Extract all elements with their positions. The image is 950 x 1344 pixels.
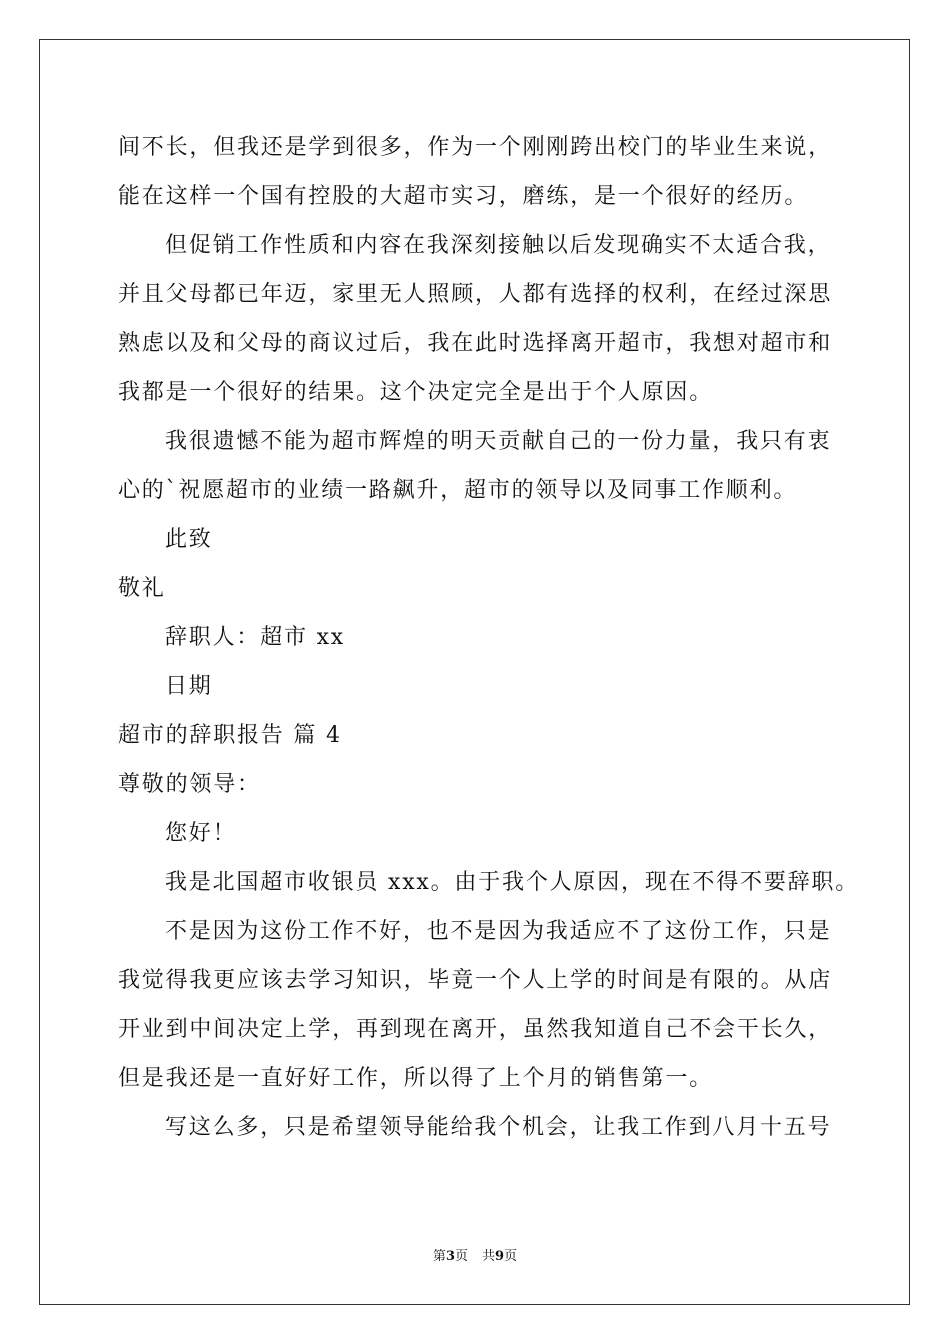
text-line: 能在这样一个国有控股的大超市实习，磨练，是一个很好的经历。 xyxy=(118,184,809,209)
text-line: 我很遗憾不能为超市辉煌的明天贡献自己的一份力量，我只有衷 xyxy=(165,429,832,454)
text-line: 熟虑以及和父母的商议过后，我在此时选择离开超市，我想对超市和 xyxy=(118,331,833,356)
signature-line: 辞职人：超市 xx xyxy=(165,625,346,650)
greeting: 您好！ xyxy=(165,821,237,846)
text-line: 间不长，但我还是学到很多，作为一个刚刚跨出校门的毕业生来说， xyxy=(118,135,833,160)
text-line: 但是我还是一直好好工作，所以得了上个月的销售第一。 xyxy=(118,1066,714,1091)
text-line: 并且父母都已年迈，家里无人照顾，人都有选择的权利，在经过深思 xyxy=(118,282,833,307)
text-line: 但促销工作性质和内容在我深刻接触以后发现确实不太适合我， xyxy=(165,233,832,258)
text-line: 我是北国超市收银员 xxx。由于我个人原因，现在不得不要辞职。 xyxy=(165,870,860,895)
page-number: 第3页 xyxy=(432,1249,468,1264)
text-line: 我觉得我更应该去学习知识，毕竟一个人上学的时间是有限的。从店 xyxy=(118,968,833,993)
date-line: 日期 xyxy=(165,674,213,699)
text-line: 我都是一个很好的结果。这个决定完全是出于个人原因。 xyxy=(118,380,714,405)
text-line: 写这么多，只是希望领导能给我个机会，让我工作到八月十五号 xyxy=(165,1115,832,1140)
text-line: 开业到中间决定上学，再到现在离开，虽然我知道自己不会干长久， xyxy=(118,1017,833,1042)
page-footer xyxy=(0,1248,950,1266)
greeting-recipient: 尊敬的领导： xyxy=(118,772,261,797)
text-line: 不是因为这份工作不好，也不是因为我适应不了这份工作，只是 xyxy=(165,919,832,944)
salutation: 敬礼 xyxy=(118,576,166,601)
text-line: 心的`祝愿超市的业绩一路飙升，超市的领导以及同事工作顺利。 xyxy=(118,478,798,503)
section-heading: 超市的辞职报告 篇 4 xyxy=(118,723,342,748)
closing-phrase: 此致 xyxy=(165,527,213,552)
page-total: 共9页 xyxy=(482,1249,518,1264)
